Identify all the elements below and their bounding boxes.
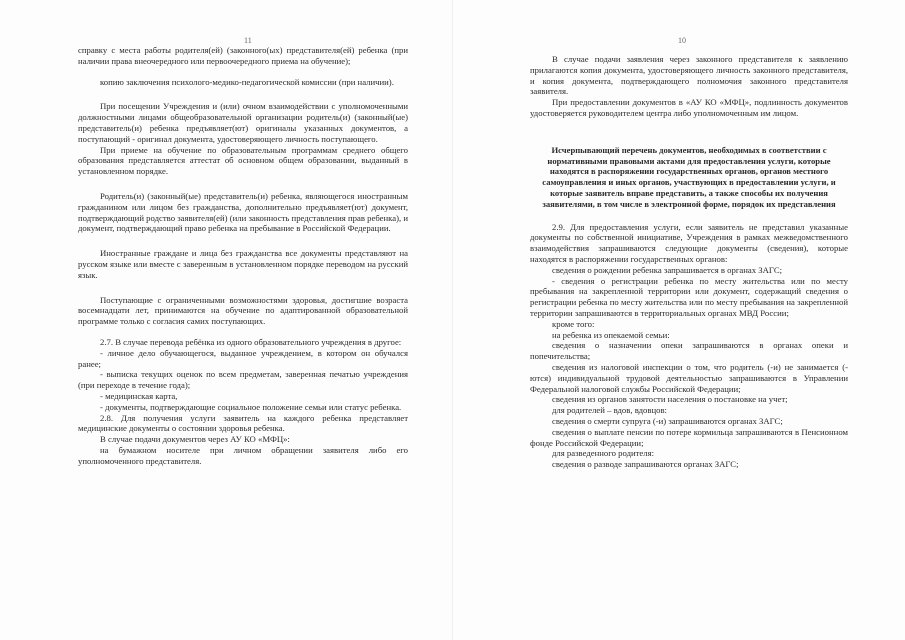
- paragraph: - документы, подтверждающие социальное положение семьи или статус ребенка.: [100, 401, 402, 412]
- paragraph: 2.9. Для предоставления услуги, если заявитель не представил указанные документы по собственной инициативе, Учреждения в рамках межведомственного взаимодействия запрашиваются следующие документы (сведения), которые находятся в распоряжении государственных органов:: [530, 221, 848, 264]
- paragraph: сведения из органов занятости населения о постановке на учет;: [552, 394, 788, 405]
- paragraph: В случае подачи заявления через законного представителя к заявлению прилагаются копия документа, удостоверяющего личность законного представителя, и копия документа, подтверждающего полномочия законного представителя заявителя.: [530, 54, 848, 97]
- paragraph: При посещении Учреждения и (или) очном взаимодействии с уполномоченными должностными лицами общеобразовательной организации родитель(и) (законный(ые) представитель(и) ребенка предъявляет(ют) оригиналы указанных документов, а поступающий - оригинал документа, удостоверяющего личность поступающего.: [78, 101, 408, 144]
- section-heading: Исчерпывающий перечень документов, необходимых в соответствии с нормативными правовыми актами для предоставления услуги, которые находятся в распоряжении государственных органов, органов местного самоуправления и иных органов, участвующих в предоставлении услуги, и которые заявитель вправе представить, а также способы их получения заявителями, в том числе в электронной форме, порядок их представления: [542, 144, 836, 209]
- paragraph: сведения из налоговой инспекции о том, что родитель (-и) не занимается (-ются) индивидуальной трудовой деятельностью запрашиваются в Управлении Федеральной налоговой службы Российской Федерации;: [530, 361, 848, 394]
- paragraph: сведения о назначении опеки запрашиваются в органах опеки и попечительства;: [530, 340, 848, 362]
- paragraph: - сведения о регистрации ребенка по месту жительства или по месту пребывания на закрепленной территории или документ, содержащий сведения о регистрации ребенка по месту жительства или по месту пребывания на закрепленной территории запрашиваются в территориальных органах МВД России;: [530, 275, 848, 318]
- paragraph: кроме того:: [552, 318, 595, 329]
- paragraph: При приеме на обучение по образовательным программам среднего общего образования представляется аттестат об основном общем образовании, выданный в установленном порядке.: [78, 144, 408, 177]
- paragraph: - личное дело обучающегося, выданное учреждением, в котором он обучался ранее;: [78, 347, 408, 369]
- paragraph: Поступающие с ограниченными возможностями здоровья, достигшие возраста восемнадцати лет, принимаются на обучение по адаптированной образовательной программе только с согласия самих поступающих.: [78, 294, 408, 327]
- paragraph: 2.7. В случае перевода ребёнка из одного образовательного учреждения в другое:: [100, 336, 402, 347]
- left-page-number: 11: [244, 36, 252, 45]
- paragraph: сведения о рождении ребенка запрашивается в органах ЗАГС;: [552, 264, 783, 275]
- right-page-number: 10: [678, 36, 686, 45]
- paragraph: - выписка текущих оценок по всем предметам, заверенная печатью учреждения (при переходе в течение года);: [78, 369, 408, 391]
- paragraph: В случае подачи документов через АУ КО «МФЦ»:: [100, 434, 290, 445]
- paragraph: Родитель(и) (законный(ые) представитель(и) ребенка, являющегося иностранным гражданином или лицом без гражданства, дополнительно предъявляет(ют) документ, подтверждающий родство заявителя(ей) (или законность представления прав ребенка), и документ, подтверждающий право ребенка на пребывание в Российской Федерации.: [78, 190, 408, 234]
- paragraph: сведения о смерти супруга (-и) запрашиваются органах ЗАГС;: [552, 415, 783, 426]
- paragraph: Иностранные граждане и лица без гражданства все документы представляют на русском языке или вместе с заверенным в установленном порядке переводом на русский язык.: [78, 248, 408, 280]
- paragraph: сведения о выплате пенсии по потере кормильца запрашиваются в Пенсионном фонде Российской Федерации;: [530, 426, 848, 448]
- paragraph: справку с места работы родителя(ей) (законного(ых) представителя(ей) ребенка (при наличии права внеочередного или первоочередного приема на обучение);: [78, 45, 408, 66]
- page-divider: [452, 0, 453, 640]
- paragraph: - медицинская карта,: [100, 390, 178, 401]
- paragraph: 2.8. Для получения услуги заявитель на каждого ребенка представляет медицинские документы о состоянии здоровья ребенка.: [78, 412, 408, 434]
- paragraph: на бумажном носителе при личном обращении заявителя либо его уполномоченного представителя.: [78, 444, 408, 466]
- paragraph: для разведенного родителя:: [552, 448, 655, 459]
- left-page-text: [78, 45, 408, 467]
- paragraph: сведения о разводе запрашиваются органах ЗАГС;: [552, 459, 739, 470]
- right-page-text: [530, 54, 848, 470]
- paragraph: копию заключения психолого-медико-педагогической комиссии (при наличии).: [100, 76, 394, 87]
- paragraph: При предоставлении документов в «АУ КО «МФЦ», подлинность документов удостоверяется руководителем центра либо уполномоченным им лицом.: [530, 97, 848, 118]
- paragraph: на ребенка из опекаемой семьи:: [552, 329, 670, 340]
- paragraph: для родителей – вдов, вдовцов:: [552, 405, 667, 416]
